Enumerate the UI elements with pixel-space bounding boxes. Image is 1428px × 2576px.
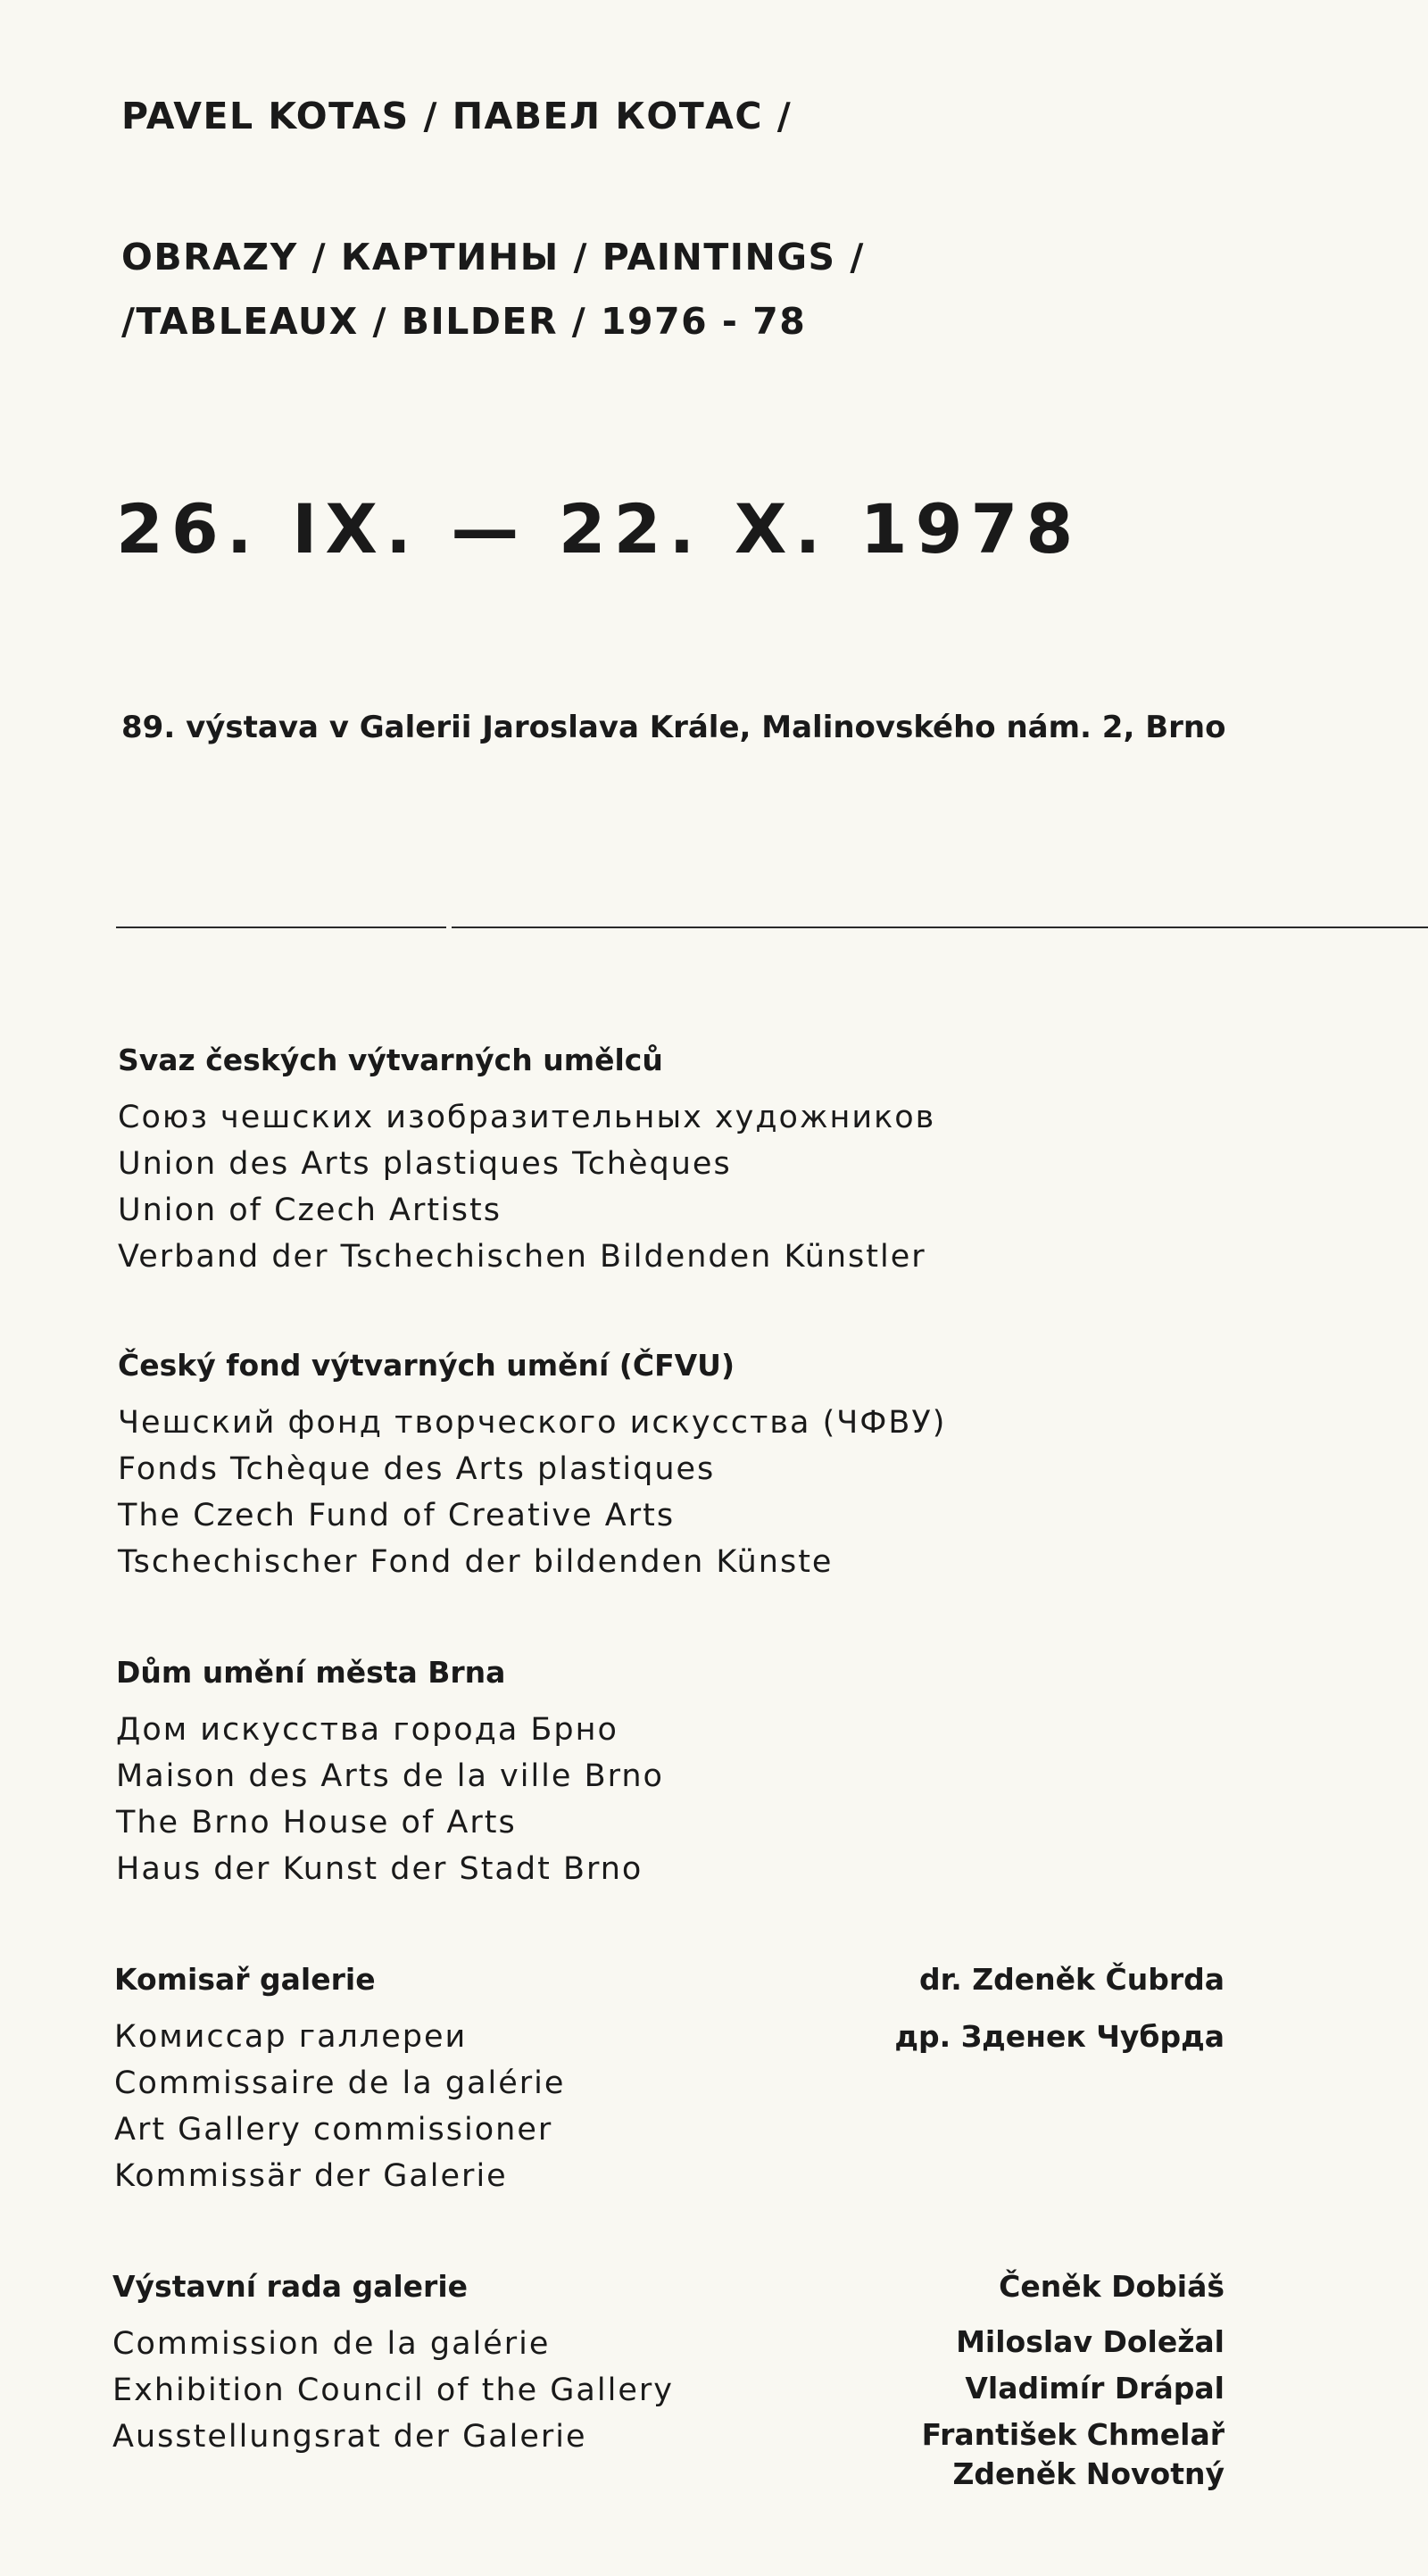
divider-left: [116, 927, 446, 928]
section-line: Exhibition Council of the Gallery: [112, 2372, 674, 2408]
subtitle-line-1: OBRAZY / КАРТИНЫ / PAINTINGS /: [121, 236, 865, 278]
section-title: Dům umění města Brna: [116, 1655, 506, 1690]
title-line: PAVEL KOTAS / ПАВЕЛ КОТАС /: [121, 95, 793, 137]
section-line: The Brno House of Arts: [116, 1805, 517, 1841]
section-line: Kommissär der Galerie: [114, 2158, 508, 2194]
section-title: Český fond výtvarných umění (ČFVU): [118, 1348, 735, 1383]
section-line: Haus der Kunst der Stadt Brno: [116, 1851, 643, 1887]
council-member: Miloslav Doležal: [956, 2324, 1225, 2359]
section-line: Комиссар галлереи: [114, 2019, 468, 2055]
section-line: Commissaire de la galérie: [114, 2065, 566, 2101]
section-line: Ausstellungsrat der Galerie: [112, 2419, 587, 2455]
divider-right: [452, 927, 1428, 928]
section-line: Art Gallery commissioner: [114, 2112, 553, 2148]
section-line: Чешский фонд творческого искусства (ЧФВУ): [118, 1405, 947, 1441]
exhibition-dates: 26. IX. — 22. X. 1978: [116, 489, 1082, 569]
subtitle-line-2: /TABLEAUX / BILDER / 1976 - 78: [121, 300, 807, 343]
section-line: The Czech Fund of Creative Arts: [118, 1498, 676, 1533]
section-line: Fonds Tchèque des Arts plastiques: [118, 1451, 716, 1487]
venue-line: 89. výstava v Galerii Jaroslava Krále, Malinovského nám. 2, Brno: [121, 710, 1226, 745]
section-line: Union of Czech Artists: [118, 1192, 502, 1228]
section-line: Union des Arts plastiques Tchèques: [118, 1146, 732, 1182]
council-member: Čeněk Dobiáš: [999, 2269, 1225, 2304]
commissioner-name: dr. Zdeněk Čubrda: [919, 1962, 1225, 1997]
commissioner-name-ru: др. Зденек Чубрда: [894, 2019, 1225, 2054]
section-title: Výstavní rada galerie: [112, 2269, 469, 2304]
section-title: Svaz českých výtvarných umělců: [118, 1043, 663, 1077]
section-line: Союз чешских изобразительных художников: [118, 1100, 936, 1135]
section-line: Commission de la galérie: [112, 2326, 551, 2362]
council-member: Zdeněk Novotný: [952, 2456, 1225, 2491]
section-title: Komisař galerie: [114, 1962, 376, 1997]
section-line: Tschechischer Fond der bildenden Künste: [118, 1544, 834, 1580]
section-line: Дом искусства города Брно: [116, 1712, 619, 1748]
council-member: František Chmelař: [921, 2417, 1225, 2452]
council-member: Vladimír Drápal: [965, 2371, 1225, 2406]
section-line: Maison des Arts de la ville Brno: [116, 1758, 664, 1794]
section-line: Verband der Tschechischen Bildenden Künstler: [118, 1239, 926, 1275]
